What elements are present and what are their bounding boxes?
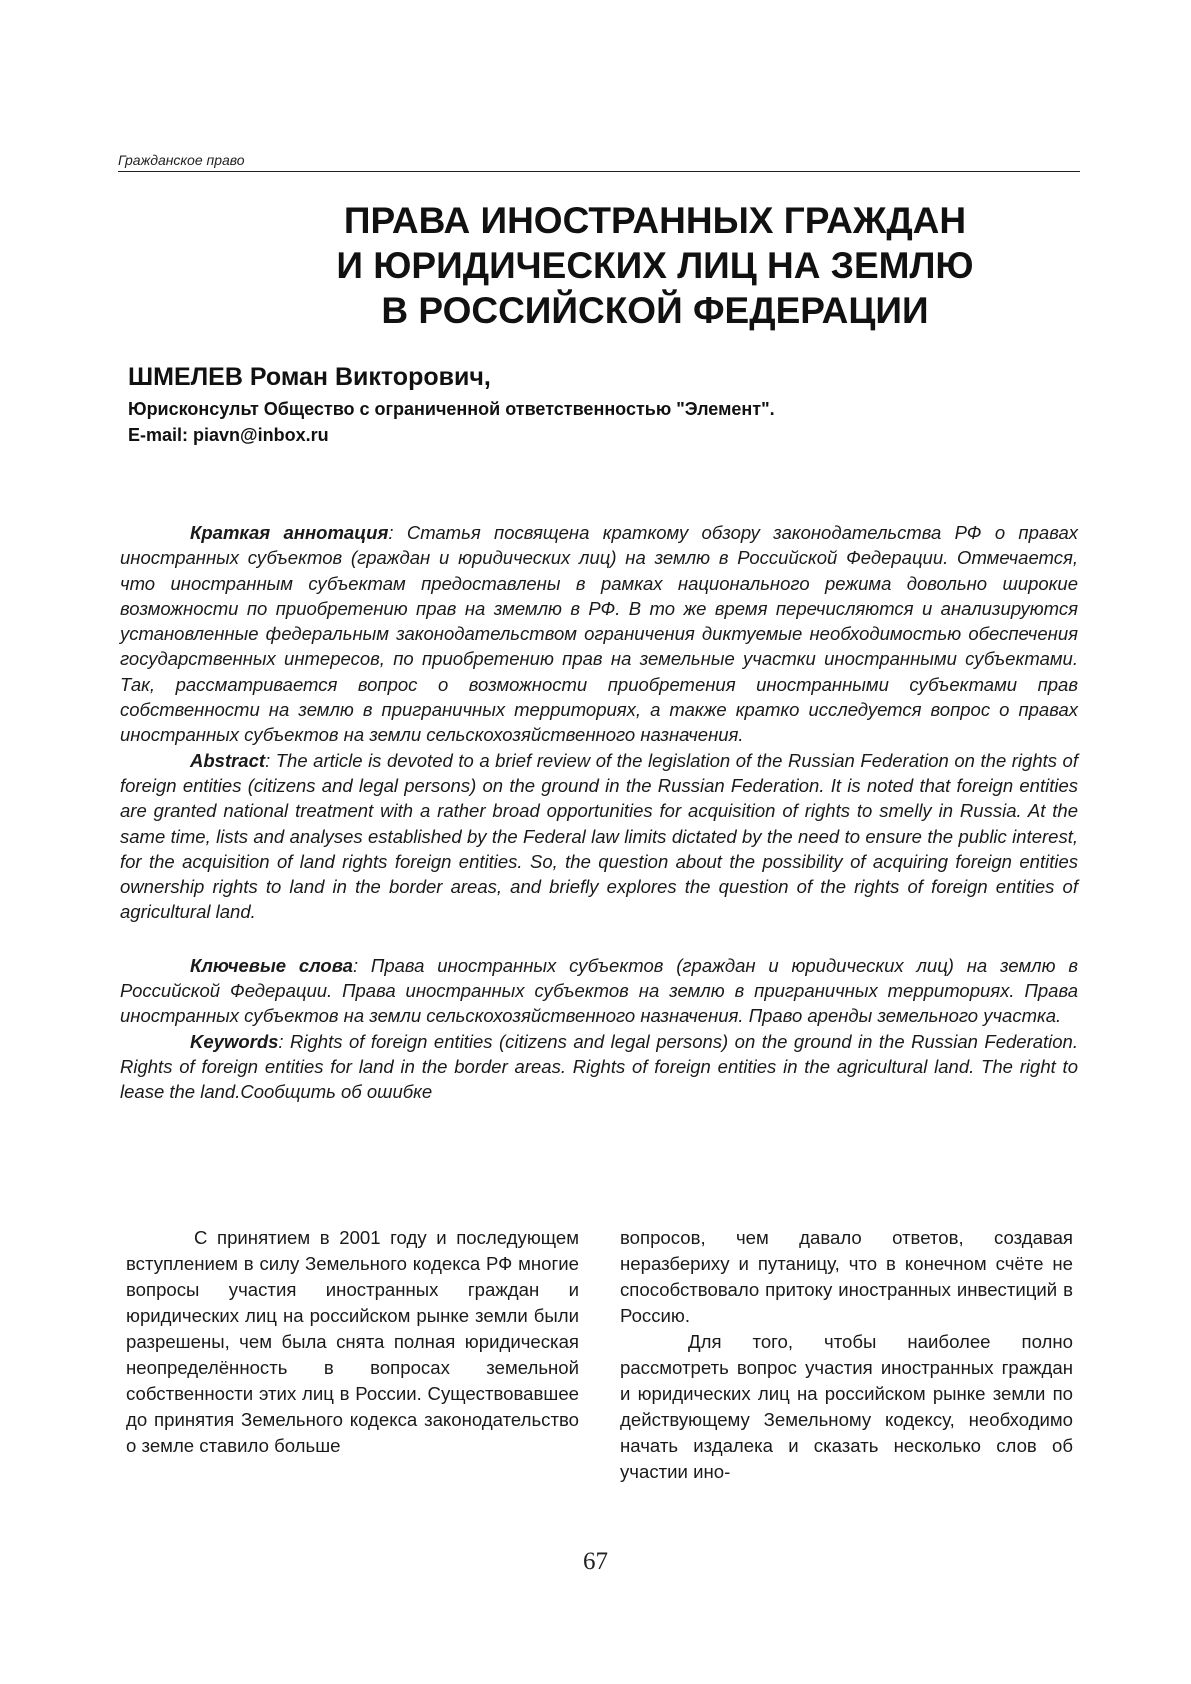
title-line: И ЮРИДИЧЕСКИХ ЛИЦ НА ЗЕМЛЮ	[336, 245, 974, 286]
title-line: ПРАВА ИНОСТРАННЫХ ГРАЖДАН	[343, 200, 967, 241]
section-gap	[120, 925, 1078, 953]
keywords-en	[120, 1029, 1078, 1105]
annotation-ru-label: Краткая аннотация	[190, 522, 389, 543]
author-name: ШМЕЛЕВ Роман Викторович,	[128, 363, 491, 391]
annotation-ru-text: : Статья посвящена краткому обзору законодательства РФ о правах иностранных субъектов (граждан и юридических лиц) на землю в Российской Федерации. Отмечается, что иностранным субъектам предоставлены в рамках национального режима довольно широкие возможности по приобретению прав на змемлю в РФ. В то же время перечисляются и анализируются установленные федеральным законодательством ограничения диктуемые необходимостью обеспечения государственных интересов, по приобретению прав на земельные участки иностранными субъектами. Так, рассматривается вопрос о возможности приобретения иностранными субъектами прав собственности на землю в приграничных территориях, а также кратко исследуется вопрос о правах иностранных субъектов на земли сельскохозяйственного назначения.	[120, 522, 1078, 746]
header-rule	[118, 171, 1080, 172]
annotation-en	[120, 748, 1078, 925]
article-title	[160, 198, 1150, 333]
keywords-en-label: Keywords	[190, 1030, 279, 1052]
body-column-left	[126, 1225, 579, 1459]
body-paragraph: С принятием в 2001 году и последующем вступлением в силу Земельного кодекса РФ многие вопросы участия иностранных граждан и юридических лиц на российском рынке земли были разрешены, чем была снята полная юридическая неопределённость в вопросах земельной собственности этих лиц в России. Существовавшее до принятия Земельного кодекса законодательство о земле ставило больше	[126, 1227, 579, 1456]
running-head: Гражданское право	[118, 152, 245, 168]
annotation-ru	[120, 520, 1078, 748]
page-number: 67	[583, 1548, 608, 1575]
author-affiliation-block	[128, 396, 775, 448]
body-paragraph: вопросов, чем давало ответов, создавая неразбериху и путаницу, что в конечном счёте не способствовало притоку иностранных инвестиций в Россию.	[620, 1227, 1073, 1326]
title-line: В РОССИЙСКОЙ ФЕДЕРАЦИИ	[381, 290, 929, 331]
annotation-en-text: : The article is devoted to a brief review of the legislation of the Russian Federation on the rights of foreign entities (citizens and legal persons) on the ground in the Russian Federation. It is noted that foreign entities are granted national treatment with a rather broad opportunities for acquisition of rights to smelly in Russia. At the same time, lists and analyses established by the Federal law limits dictated by the need to ensure the public interest, for the acquisition of land rights foreign entities. So, the question about the possibility of acquiring foreign entities ownership rights to land in the border areas, and briefly explores the question of the rights of foreign entities of agricultural land.	[120, 749, 1078, 923]
keywords-ru	[120, 953, 1078, 1029]
keywords-ru-label: Ключевые слова	[190, 954, 353, 976]
abstract-block	[120, 520, 1078, 1105]
author-email: E-mail: piavn@inbox.ru	[128, 425, 329, 445]
report-error-link[interactable]: Сообщить об ошибке	[240, 1081, 433, 1103]
keywords-ru-text: : Права иностранных субъектов (граждан и юридических лиц) на землю в Российской Федерации. Права иностранных субъектов на землю в приграничных территориях. Права иностранных субъектов на земли сельскохозяйственного назначения. Право аренды земельного участка.	[120, 954, 1079, 1027]
keywords-en-text: : Rights of foreign entities (citizens and legal persons) on the ground in the Russian Federation. Rights of foreign entities for land in the border areas. Rights of foreign entities in the agricultural land. The right to lease the land.	[120, 1030, 1078, 1103]
annotation-en-label: Abstract	[190, 749, 266, 771]
author-affiliation: Юрисконсульт Общество с ограниченной ответственностью "Элемент".	[128, 399, 775, 419]
body-column-right	[620, 1225, 1073, 1485]
body-paragraph: Для того, чтобы наиболее полно рассмотреть вопрос участия иностранных граждан и юридических лиц на российском рынке земли по действующему Земельному кодексу, необходимо начать издалека и сказать несколько слов об участии ино-	[620, 1331, 1073, 1482]
